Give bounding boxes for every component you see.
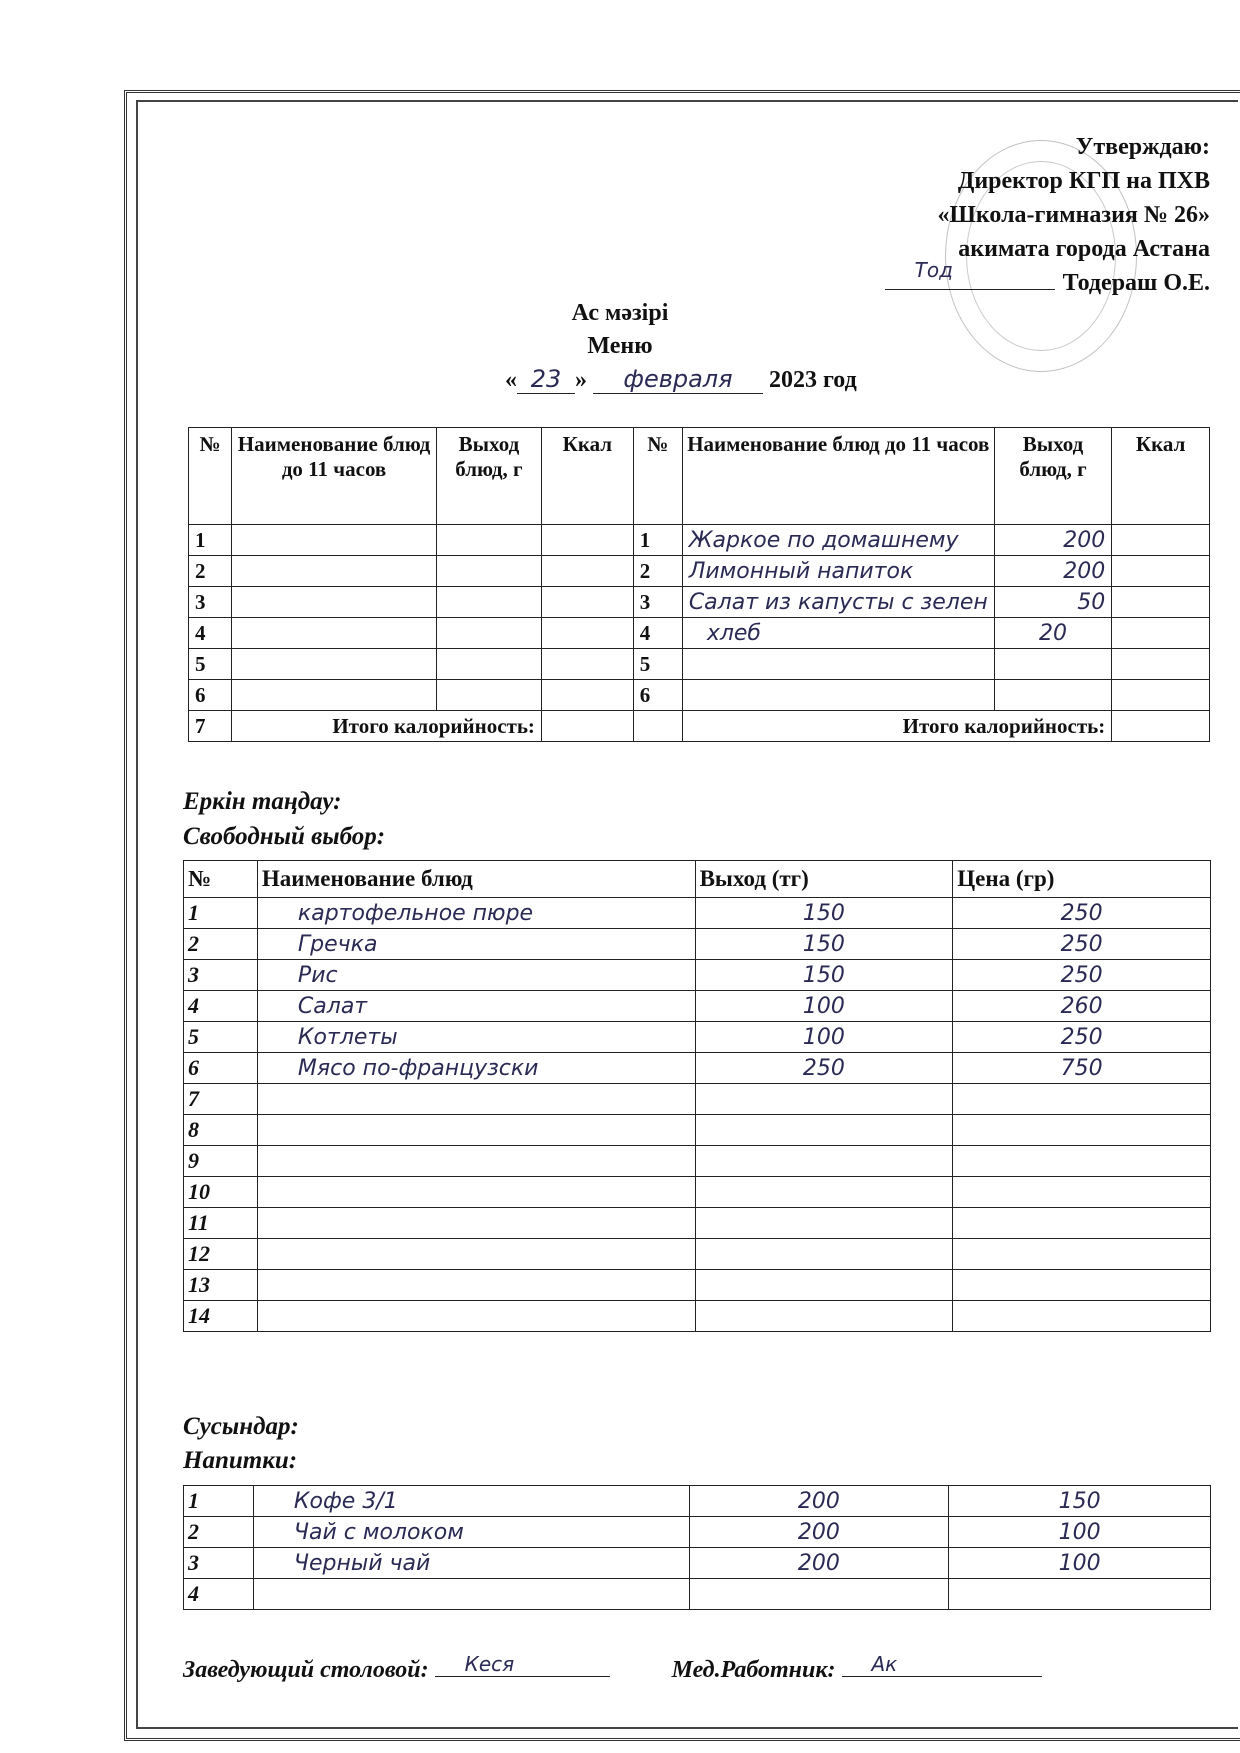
row-num: 6 <box>184 1053 258 1084</box>
title-kz: Ас мәзірі <box>571 300 669 326</box>
row-num: 4 <box>184 991 258 1022</box>
dish-name: Кофе 3/1 <box>253 1486 689 1517</box>
dish-name: хлеб <box>682 618 994 649</box>
col-price: Цена (гр) <box>953 861 1211 898</box>
row-num: 8 <box>184 1115 258 1146</box>
dish-name: Жаркое по домашнему <box>682 525 994 556</box>
dish-name <box>253 1579 689 1610</box>
approval-line-4: акимата города Астана <box>958 236 1210 262</box>
row-num: 3 <box>189 587 232 618</box>
dish-kcal <box>1112 680 1210 711</box>
table-row <box>189 556 1210 587</box>
col-name-2: Наименование блюд до 11 часов <box>682 428 994 525</box>
date-month: февраля <box>593 365 763 394</box>
free-choice-header <box>184 861 1211 898</box>
dish-kcal <box>1112 587 1210 618</box>
col-num: № <box>184 861 258 898</box>
dish-output <box>689 1579 949 1610</box>
col-kcal: Ккал <box>541 428 633 525</box>
approval-block <box>885 130 1210 300</box>
dish-output <box>695 1177 953 1208</box>
dish-price <box>953 1084 1211 1115</box>
approval-line-3: «Школа-гимназия № 26» <box>937 202 1210 228</box>
menu-date <box>505 365 857 394</box>
dish-output <box>436 556 541 587</box>
free-choice-body <box>184 898 1211 1332</box>
dish-name: Черный чай <box>253 1548 689 1579</box>
dish-output <box>695 1301 953 1332</box>
row-num: 1 <box>633 525 682 556</box>
dish-name: Лимонный напиток <box>682 556 994 587</box>
dish-output: 50 <box>994 587 1112 618</box>
dish-price <box>953 1177 1211 1208</box>
row-num: 5 <box>633 649 682 680</box>
dish-output <box>994 680 1112 711</box>
dish-kcal <box>541 587 633 618</box>
dish-output: 100 <box>695 991 953 1022</box>
dish-price <box>953 1146 1211 1177</box>
dish-name <box>682 680 994 711</box>
table-row <box>184 1517 1211 1548</box>
dish-output: 150 <box>695 898 953 929</box>
dish-kcal <box>541 525 633 556</box>
menu-table-header <box>189 428 1210 525</box>
table-row <box>184 991 1211 1022</box>
dish-name: Мясо по-французски <box>257 1053 695 1084</box>
row-num: 5 <box>184 1022 258 1053</box>
director-signature-line <box>885 258 1055 290</box>
dish-kcal <box>1112 525 1210 556</box>
dish-output <box>695 1208 953 1239</box>
col-output-2: Выход блюд, г <box>994 428 1112 525</box>
table-row <box>189 618 1210 649</box>
dish-price <box>953 1301 1211 1332</box>
row-num: 3 <box>633 587 682 618</box>
table-row <box>184 1084 1211 1115</box>
dish-output: 100 <box>695 1022 953 1053</box>
dish-output: 20 <box>994 618 1112 649</box>
dish-output: 200 <box>689 1486 949 1517</box>
drinks-body <box>184 1486 1211 1610</box>
director-name: Тодераш О.Е. <box>1062 270 1210 296</box>
table-row <box>184 1146 1211 1177</box>
row-num: 5 <box>189 649 232 680</box>
dish-price: 250 <box>953 1022 1211 1053</box>
row-num: 10 <box>184 1177 258 1208</box>
director-signature: Тод <box>914 258 953 282</box>
row-num: 4 <box>189 618 232 649</box>
free-choice-label-ru: Свободный выбор: <box>183 823 386 850</box>
dish-output: 250 <box>695 1053 953 1084</box>
col-name: Наименование блюд <box>257 861 695 898</box>
date-year: 2023 год <box>769 367 857 393</box>
row-num: 3 <box>184 960 258 991</box>
col-output: Выход (тг) <box>695 861 953 898</box>
table-row <box>184 1579 1211 1610</box>
dish-name: Салат из капусты с зелен <box>682 587 994 618</box>
dish-name <box>257 1146 695 1177</box>
table-row <box>184 1053 1211 1084</box>
dish-price <box>949 1579 1211 1610</box>
dish-price: 250 <box>953 929 1211 960</box>
med-signature: Ак <box>871 1652 898 1676</box>
table-row <box>184 1270 1211 1301</box>
dish-name: Гречка <box>257 929 695 960</box>
dish-output <box>695 1270 953 1301</box>
dish-output <box>436 649 541 680</box>
free-choice-label-kz: Еркін таңдау: <box>183 788 342 815</box>
total-calories-value <box>1112 711 1210 742</box>
head-label: Заведующий столовой: <box>183 1657 429 1683</box>
row-num: 11 <box>184 1208 258 1239</box>
dish-output <box>695 1239 953 1270</box>
table-row <box>189 587 1210 618</box>
dish-price: 750 <box>953 1053 1211 1084</box>
row-num: 7 <box>189 711 232 742</box>
table-row <box>184 1022 1211 1053</box>
dish-output: 200 <box>994 556 1112 587</box>
med-signature-line <box>842 1652 1042 1677</box>
row-num: 2 <box>184 929 258 960</box>
table-row <box>184 1486 1211 1517</box>
row-num: 2 <box>633 556 682 587</box>
dish-kcal <box>541 649 633 680</box>
approval-line-2: Директор КГП на ПХВ <box>957 168 1210 194</box>
dish-output <box>695 1146 953 1177</box>
total-calories-label: Итого калорийность: <box>232 711 542 742</box>
dish-price <box>953 1270 1211 1301</box>
table-row <box>184 1239 1211 1270</box>
row-num: 6 <box>633 680 682 711</box>
dish-name <box>232 525 437 556</box>
dish-price: 100 <box>949 1548 1211 1579</box>
row-num: 7 <box>184 1084 258 1115</box>
date-day: 23 <box>517 365 575 394</box>
dish-price <box>953 1239 1211 1270</box>
menu-table <box>188 427 1210 742</box>
row-num: 1 <box>189 525 232 556</box>
row-num: 13 <box>184 1270 258 1301</box>
dish-kcal <box>1112 556 1210 587</box>
table-row <box>184 1115 1211 1146</box>
footer-signatures <box>183 1652 1042 1684</box>
table-row <box>184 1548 1211 1579</box>
dish-output: 200 <box>689 1517 949 1548</box>
dish-name <box>232 649 437 680</box>
row-num <box>633 711 682 742</box>
dish-name <box>257 1084 695 1115</box>
table-row <box>184 929 1211 960</box>
dish-name: Котлеты <box>257 1022 695 1053</box>
table-row <box>184 1301 1211 1332</box>
col-name: Наименование блюд до 11 часов <box>232 428 437 525</box>
total-calories-value <box>541 711 633 742</box>
dish-name <box>257 1115 695 1146</box>
drinks-table <box>183 1485 1211 1610</box>
dish-kcal <box>541 680 633 711</box>
dish-price: 250 <box>953 898 1211 929</box>
row-num: 14 <box>184 1301 258 1332</box>
dish-output <box>436 680 541 711</box>
date-close-quote: » <box>575 367 587 393</box>
row-num: 9 <box>184 1146 258 1177</box>
row-num: 1 <box>184 898 258 929</box>
dish-price: 100 <box>949 1517 1211 1548</box>
drinks-label-ru: Напитки: <box>183 1447 298 1474</box>
dish-output <box>436 525 541 556</box>
dish-name <box>232 556 437 587</box>
col-num-2: № <box>633 428 682 525</box>
dish-name: Рис <box>257 960 695 991</box>
title-ru: Меню <box>587 333 653 359</box>
dish-price <box>953 1208 1211 1239</box>
head-signature: Кеся <box>464 1652 515 1676</box>
date-open-quote: « <box>505 367 517 393</box>
row-num: 6 <box>189 680 232 711</box>
total-row <box>189 711 1210 742</box>
dish-kcal <box>541 556 633 587</box>
col-num: № <box>189 428 232 525</box>
table-row <box>189 649 1210 680</box>
dish-kcal <box>1112 618 1210 649</box>
row-num: 1 <box>184 1486 254 1517</box>
row-num: 4 <box>633 618 682 649</box>
dish-price: 260 <box>953 991 1211 1022</box>
dish-name <box>232 680 437 711</box>
dish-output: 150 <box>695 960 953 991</box>
drinks-label-kz: Сусындар: <box>183 1413 299 1440</box>
dish-output <box>695 1084 953 1115</box>
dish-price <box>953 1115 1211 1146</box>
dish-name <box>232 618 437 649</box>
dish-name <box>257 1208 695 1239</box>
dish-output <box>695 1115 953 1146</box>
dish-name <box>257 1239 695 1270</box>
row-num: 2 <box>184 1517 254 1548</box>
col-output: Выход блюд, г <box>436 428 541 525</box>
dish-output <box>436 618 541 649</box>
dish-output <box>994 649 1112 680</box>
approval-line-1: Утверждаю: <box>1075 134 1210 160</box>
total-calories-label: Итого калорийность: <box>682 711 1111 742</box>
dish-output <box>436 587 541 618</box>
dish-name: Чай с молоком <box>253 1517 689 1548</box>
approval-signature-row <box>885 258 1210 300</box>
dish-output: 150 <box>695 929 953 960</box>
row-num: 3 <box>184 1548 254 1579</box>
table-row <box>184 1177 1211 1208</box>
dish-name <box>257 1177 695 1208</box>
med-label: Мед.Работник: <box>671 1657 836 1683</box>
table-row <box>184 898 1211 929</box>
dish-name: картофельное пюре <box>257 898 695 929</box>
row-num: 2 <box>189 556 232 587</box>
dish-output: 200 <box>994 525 1112 556</box>
dish-price: 250 <box>953 960 1211 991</box>
table-row <box>189 525 1210 556</box>
col-kcal-2: Ккал <box>1112 428 1210 525</box>
row-num: 12 <box>184 1239 258 1270</box>
dish-name <box>682 649 994 680</box>
row-num: 4 <box>184 1579 254 1610</box>
dish-output: 200 <box>689 1548 949 1579</box>
free-choice-table <box>183 860 1211 1332</box>
dish-name <box>232 587 437 618</box>
table-row <box>189 680 1210 711</box>
table-row <box>184 960 1211 991</box>
dish-price: 150 <box>949 1486 1211 1517</box>
head-signature-line <box>435 1652 610 1677</box>
dish-kcal <box>1112 649 1210 680</box>
dish-kcal <box>541 618 633 649</box>
dish-name <box>257 1301 695 1332</box>
table-row <box>184 1208 1211 1239</box>
dish-name: Салат <box>257 991 695 1022</box>
dish-name <box>257 1270 695 1301</box>
